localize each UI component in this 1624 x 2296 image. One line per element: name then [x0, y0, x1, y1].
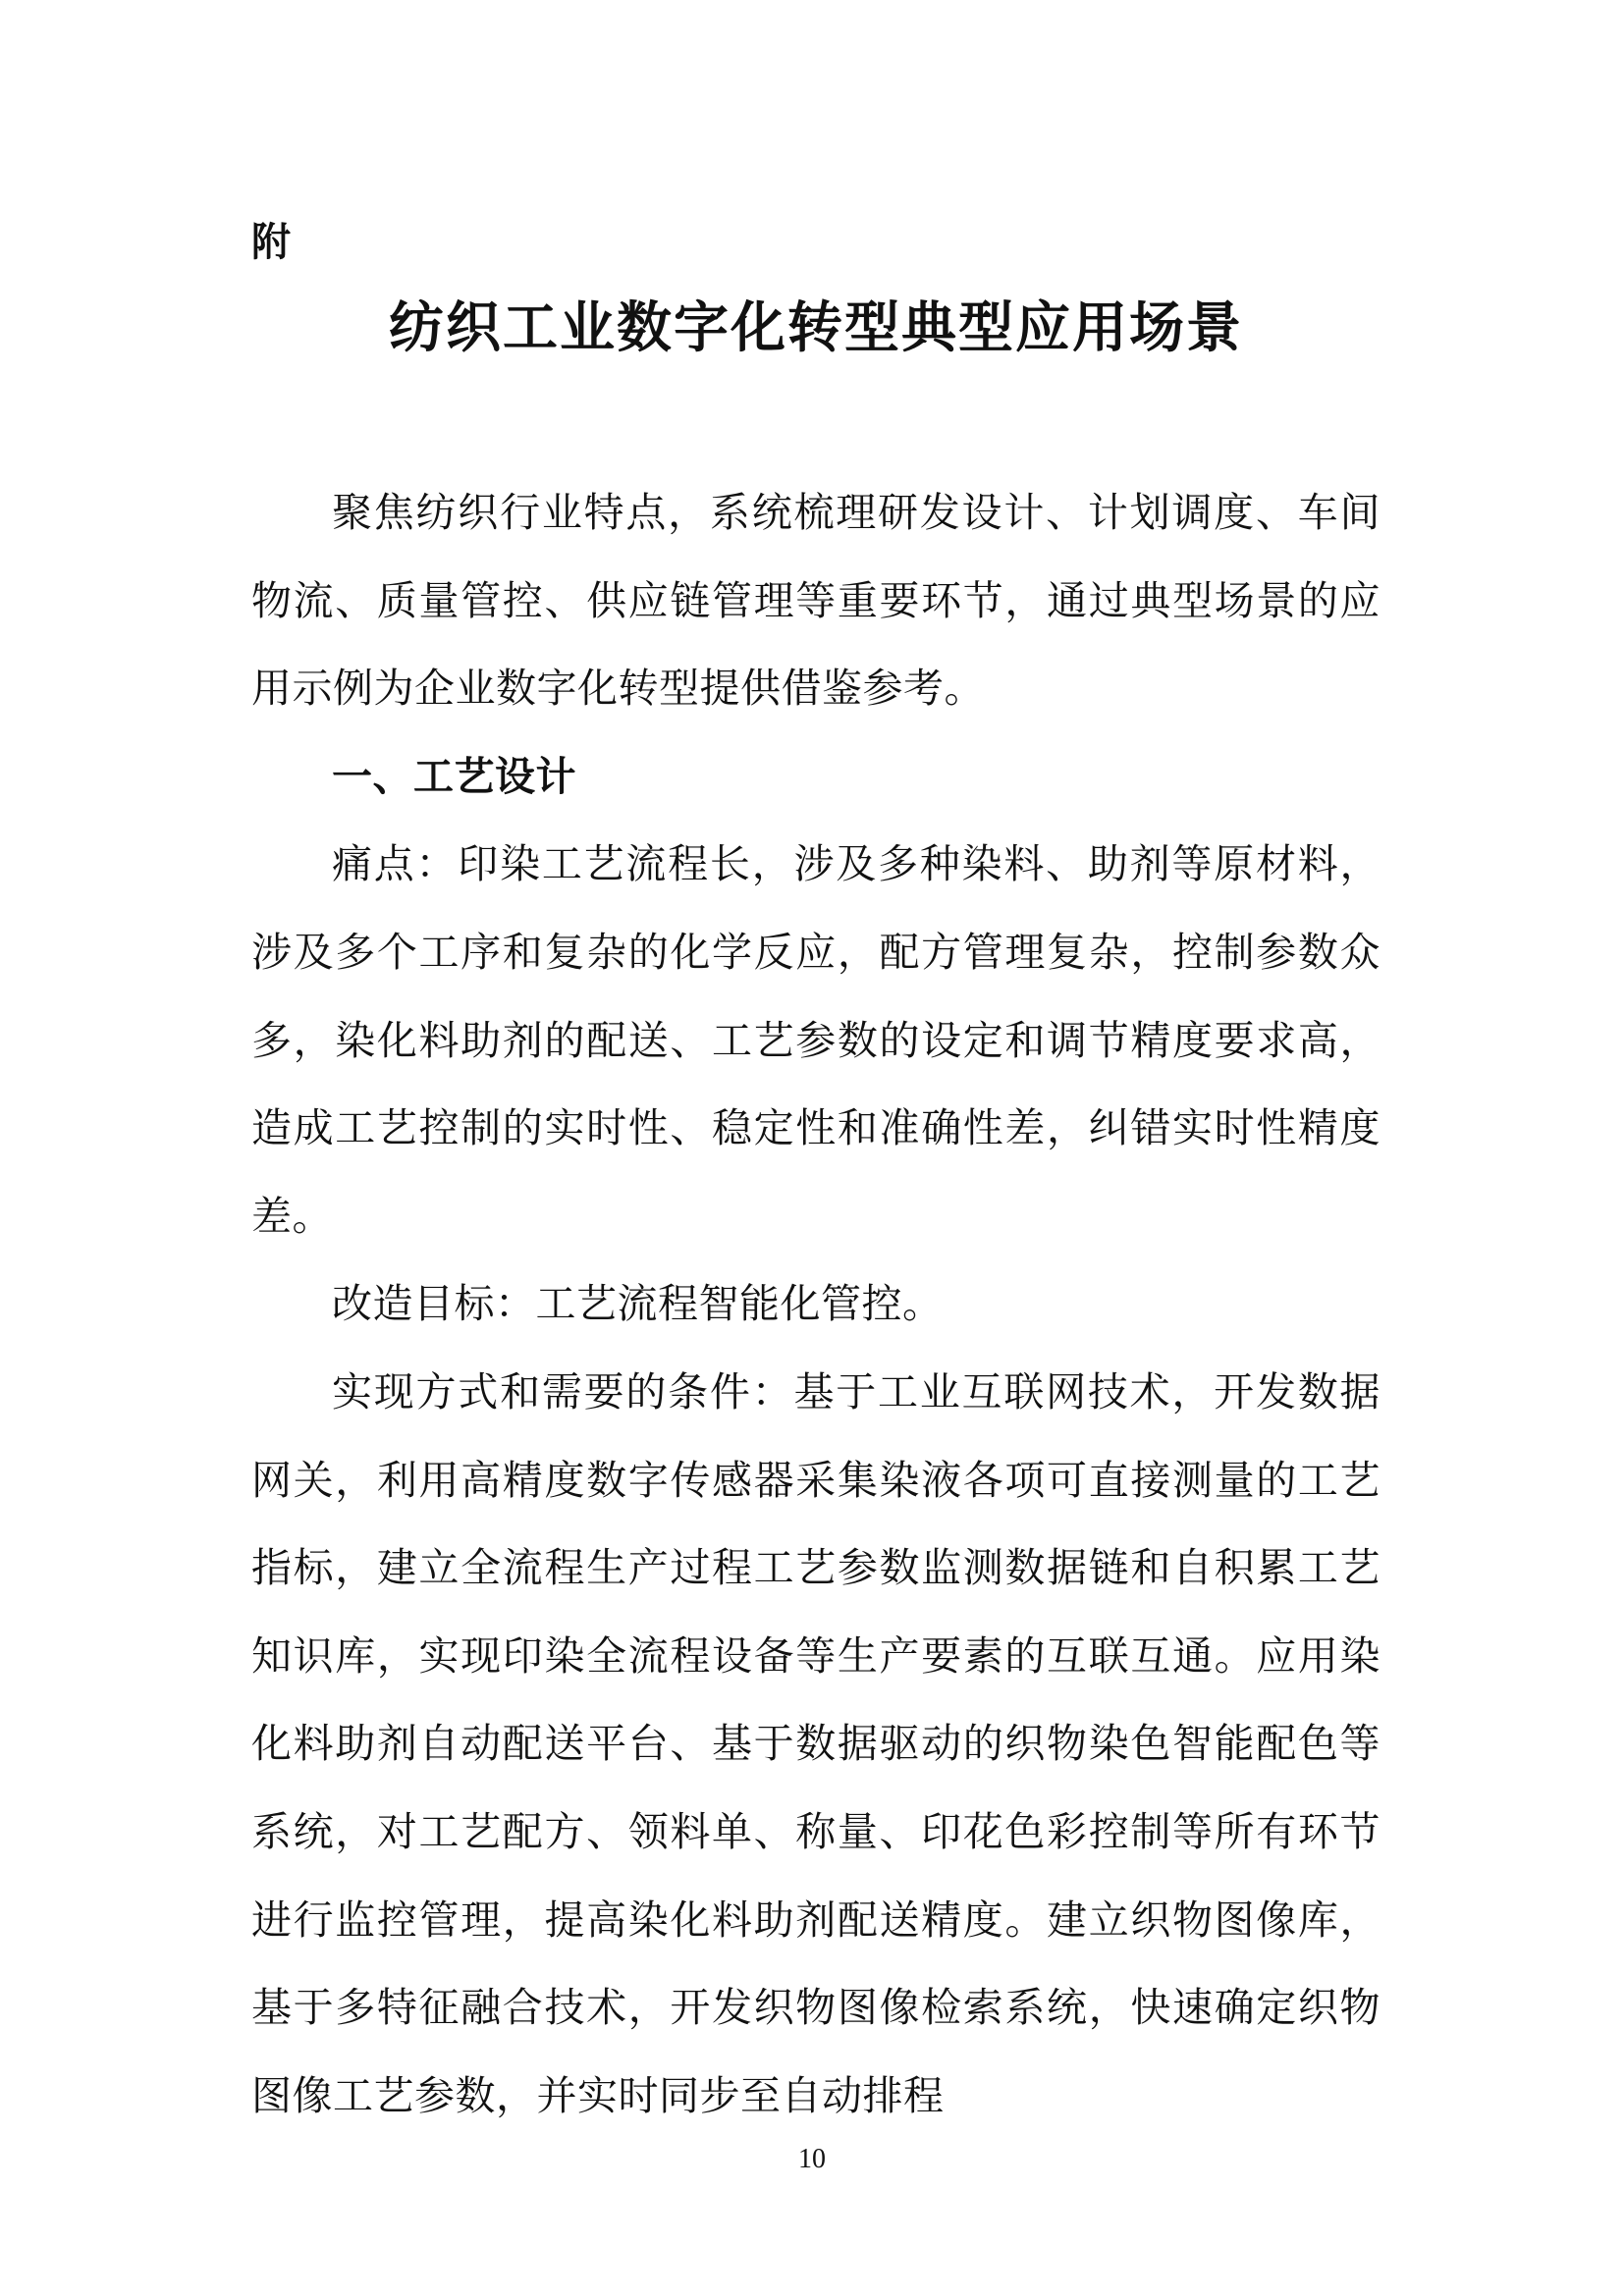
intro-paragraph: 聚焦纺织行业特点，系统梳理研发设计、计划调度、车间物流、质量管控、供应链管理等重要环节，通过典型场景的应用示例为企业数字化转型提供借鉴参考。	[251, 489, 1380, 713]
section-heading-process-design: 一、工艺设计	[332, 752, 576, 800]
page-title: 纺织工业数字化转型典型应用场景	[389, 295, 1243, 360]
implementation-paragraph: 实现方式和需要的条件：基于工业互联网技术，开发数据网关，利用高精度数字传感器采集染液各项可直接测量的工艺指标，建立全流程生产过程工艺参数监测数据链和自积累工艺知识库，实现印染全流程设备等生产要素的互联互通。应用染化料助剂自动配送平台、基于数据驱动的织物染色智能配色等系统，对工艺配方、领料单、称量、印花色彩控制等所有环节进行监控管理，提高染化料助剂配送精度。建立织物图像库，基于多特征融合技术，开发织物图像检索系统，快速确定织物图像工艺参数，并实时同步至自动排程	[251, 1367, 1380, 2119]
page-number: 10	[798, 2144, 826, 2174]
pain-points-paragraph: 痛点：印染工艺流程长，涉及多种染料、助剂等原材料，涉及多个工序和复杂的化学反应，配方管理复杂，控制参数众多，染化料助剂的配送、工艺参数的设定和调节精度要求高，造成工艺控制的实时性、稳定性和准确性差，纠错实时性精度差。	[251, 840, 1380, 1240]
annex-label: 附	[251, 220, 291, 265]
document-body	[251, 469, 1380, 2140]
goal-paragraph: 改造目标：工艺流程智能化管控。	[332, 1280, 944, 1328]
